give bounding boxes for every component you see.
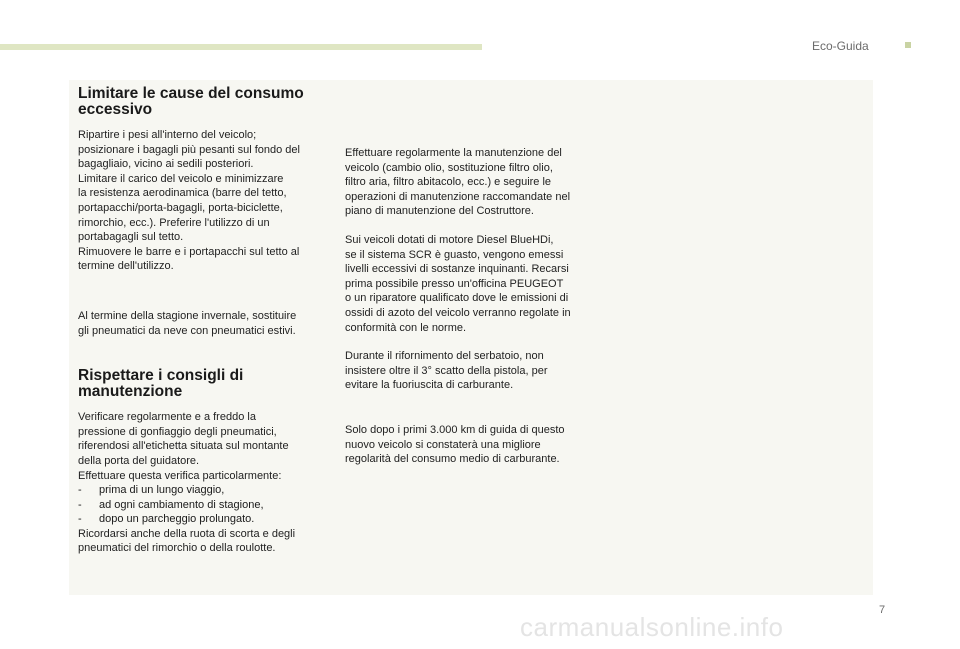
heading-limit-consumption: Limitare le cause del consumo eccessivo bbox=[78, 85, 304, 118]
left-column bbox=[78, 86, 340, 556]
list-item: - dopo un parcheggio prolungato. bbox=[78, 513, 255, 526]
paragraph-spare-wheel: Ricordarsi anche della ruota di scorta e degli pneumatici del rimorchio o della roulotte. bbox=[78, 527, 296, 555]
heading-maintenance: Rispettare i consigli di manutenzione bbox=[78, 367, 244, 401]
paragraph-bluehdi-scr: Sui veicoli dotati di motore Diesel BlueHDi, se il sistema SCR è guasto, vengono emessi livelli eccessivi di sostanze inquinanti. Recarsi prima possibile presso un'officina PEUGEOT o un riparatore qualificato dove le emissioni di ossidi di azoto del veicolo verranno regolate in conformità con le norme. bbox=[345, 233, 571, 334]
page-number: 7 bbox=[879, 604, 886, 616]
paragraph-winter-tyres: Al termine della stagione invernale, sostituire gli pneumatici da neve con pneumatici estivi. bbox=[78, 309, 297, 337]
header-accent-bar bbox=[0, 44, 482, 50]
paragraph-running-in: Solo dopo i primi 3.000 km di guida di questo nuovo veicolo si constaterà una migliore regolarità del consumo medio di carburante. bbox=[345, 423, 565, 466]
paragraph-vehicle-maintenance: Effettuare regolarmente la manutenzione del veicolo (cambio olio, sostituzione filtro olio, filtro aria, filtro abitacolo, ecc.) e seguire le operazioni di manutenzione raccomandate nel piano di manutenzione del Costruttore. bbox=[345, 147, 571, 218]
paragraph-tyre-pressure: Verificare regolarmente e a freddo la pressione di gonfiaggio degli pneumatici, riferendosi all'etichetta situata sul montante della porta del guidatore. Effettuare questa verifica particolarmente: bbox=[78, 411, 289, 482]
paragraph-load-distribution: Ripartire i pesi all'interno del veicolo; posizionare i bagagli più pesanti sul fondo del bagagliaio, vicino ai sedili posteriori. Limitare il carico del veicolo e minimizzare la resistenza aerodinamica (barre del tetto, portapacchi/porta-bagagli, porta-biciclette, rimorchio, ecc.). Preferire l'utilizzo di un portabagagli sul tetto. Rimuovere le barre e i portapacchi sul tetto al termine dell'utilizzo. bbox=[78, 129, 300, 273]
right-column bbox=[345, 146, 607, 467]
paragraph-refuelling: Durante il rifornimento del serbatoio, non insistere oltre il 3° scatto della pistola, per evitare la fuoriuscita di carburante. bbox=[345, 350, 548, 392]
watermark: carmanualsonline.info bbox=[520, 612, 784, 642]
pressure-check-list bbox=[78, 483, 340, 527]
list-item: - prima di un lungo viaggio, bbox=[78, 484, 225, 497]
section-title: Eco-Guida bbox=[812, 39, 869, 53]
list-item: - ad ogni cambiamento di stagione, bbox=[78, 498, 264, 511]
header-square-marker bbox=[905, 42, 911, 48]
